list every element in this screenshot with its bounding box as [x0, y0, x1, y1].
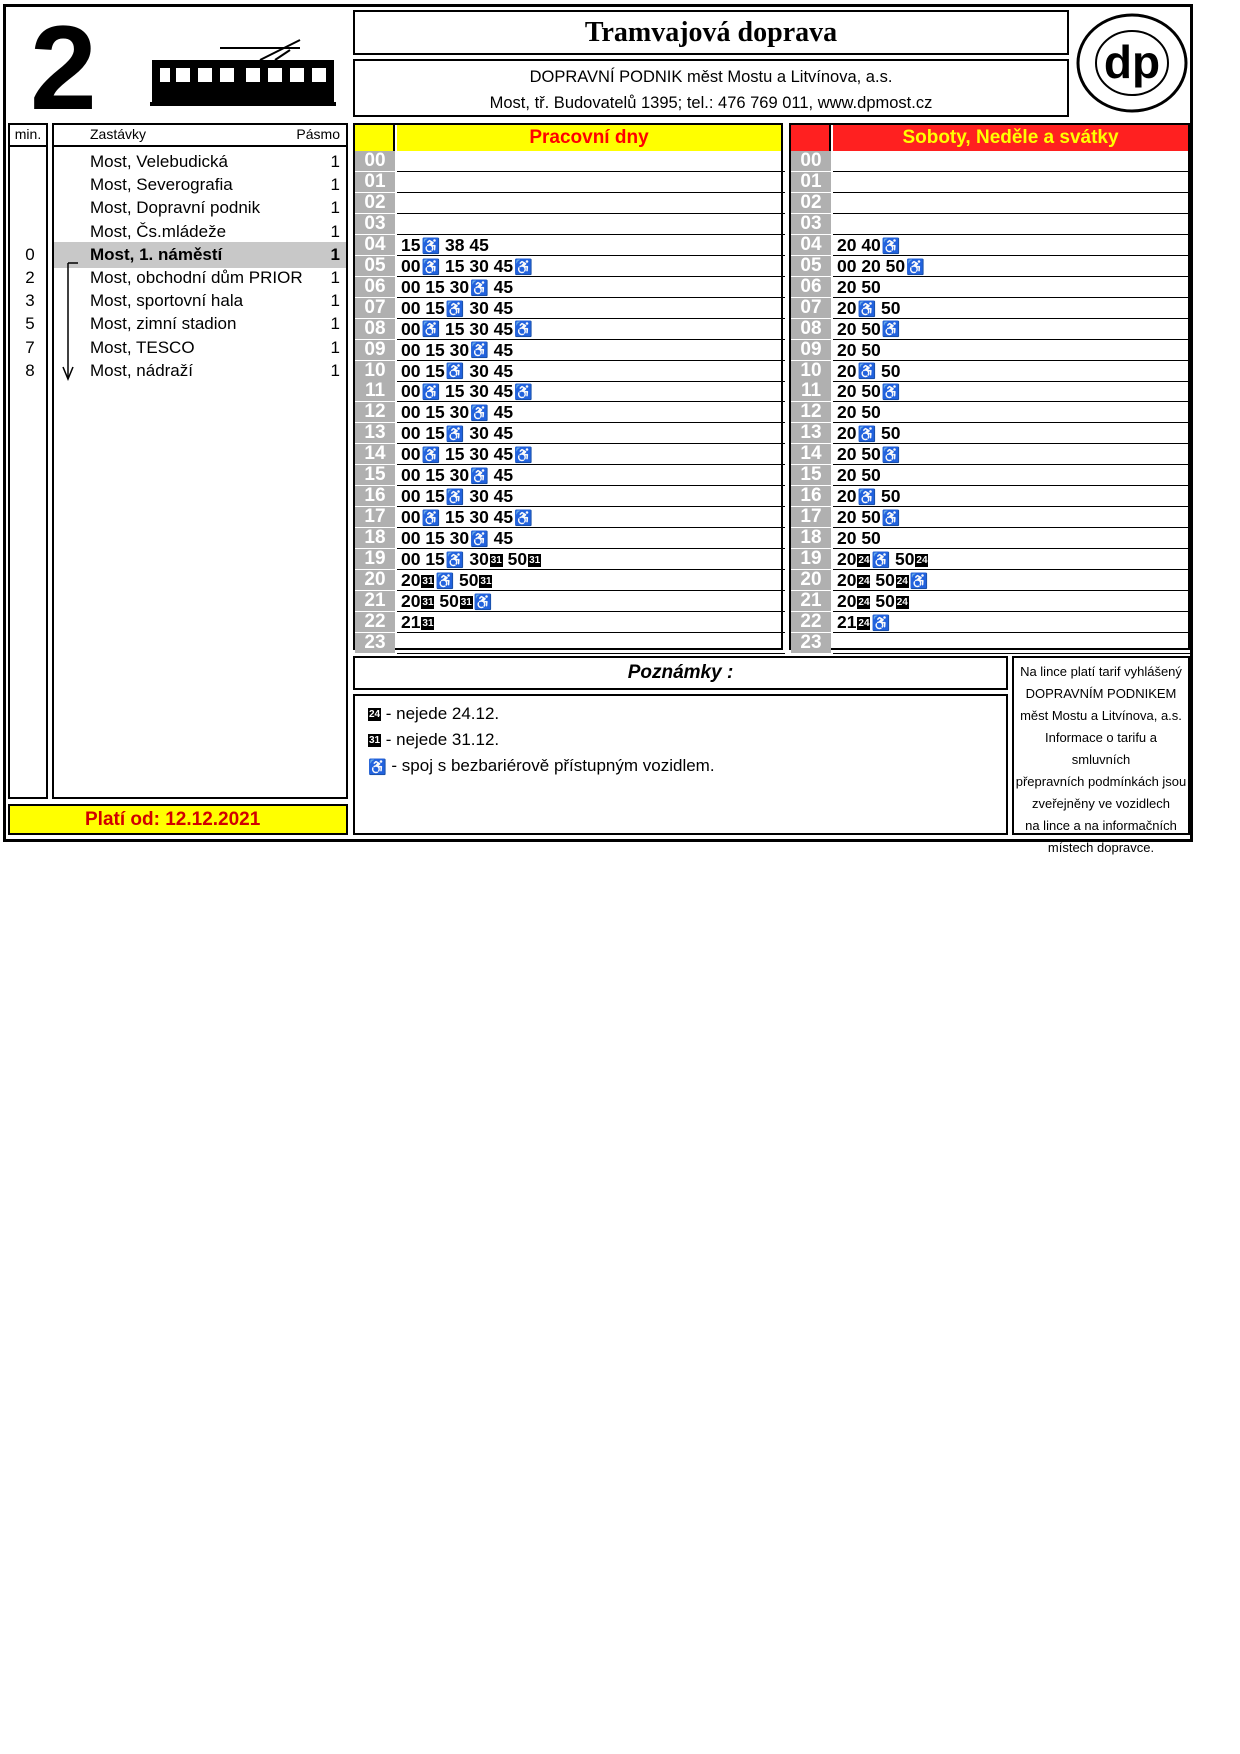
wheelchair-icon: ♿ — [445, 551, 465, 569]
wheelchair-icon: ♿ — [421, 447, 441, 465]
minutes-cell: 20 24 50 24 ♿ — [833, 570, 1192, 591]
wheelchair-icon: ♿ — [881, 237, 901, 255]
stop-minute: 2 — [25, 268, 35, 287]
wheelchair-icon: ♿ — [514, 447, 533, 465]
stops-name-header: Zastávky — [90, 126, 147, 142]
stop-zone: 1 — [330, 314, 340, 334]
logo-text: dp — [1103, 36, 1161, 88]
hour-cell: 16 — [355, 486, 395, 507]
minutes-cell — [397, 633, 785, 654]
wheelchair-icon: ♿ — [473, 593, 493, 611]
minutes-cell: 00♿ 15 30 45♿ — [397, 319, 785, 340]
hour-cell: 13 — [355, 423, 395, 444]
minutes-cell: 20 50 — [833, 277, 1192, 298]
minutes-header: min. — [10, 125, 46, 147]
badge-31-icon: 31 — [422, 617, 434, 629]
minutes-cell: 00 15♿ 30 45 — [397, 423, 785, 444]
hour-cell: 19 — [355, 549, 395, 570]
wheelchair-icon: ♿ — [857, 426, 877, 444]
notes-box — [353, 694, 1008, 835]
hour-cell: 02 — [791, 193, 831, 214]
minutes-cell — [833, 193, 1192, 214]
hour-cell: 00 — [355, 151, 395, 172]
wheelchair-icon: ♿ — [470, 405, 489, 423]
hour-cell: 22 — [791, 612, 831, 633]
hour-cell: 03 — [355, 214, 395, 235]
stop-name: Most, nádraží — [90, 360, 193, 380]
hour-cell: 11 — [355, 381, 395, 402]
minutes-cell: 21 24 ♿ — [833, 612, 1192, 633]
badge-24-icon: 24 — [368, 709, 381, 721]
badge-24-icon: 24 — [916, 554, 928, 566]
wheelchair-icon: ♿ — [445, 489, 465, 507]
hour-cell: 15 — [791, 465, 831, 486]
wheelchair-icon: ♿ — [514, 321, 533, 339]
minutes-cell: 00♿ 15 30 45♿ — [397, 256, 785, 277]
hour-cell: 23 — [791, 633, 831, 654]
minutes-cell: 20 50♿ — [833, 381, 1192, 402]
wheelchair-icon: ♿ — [421, 510, 441, 528]
wheelchair-icon: ♿ — [909, 572, 929, 590]
weekday-header: Pracovní dny — [397, 125, 781, 151]
stop-name: Most, Severografia — [90, 175, 233, 195]
hour-cell: 09 — [355, 340, 395, 361]
minutes-cell: 21 31 — [397, 612, 785, 633]
stop-zone: 1 — [330, 360, 340, 380]
minutes-cell — [833, 633, 1192, 654]
stop-row — [54, 335, 346, 361]
minutes-cell — [397, 193, 785, 214]
hour-cell: 01 — [355, 172, 395, 193]
minutes-cell: 20♿ 50 — [833, 361, 1192, 382]
badge-31-icon: 31 — [529, 554, 541, 566]
wheelchair-icon: ♿ — [435, 572, 455, 590]
wheelchair-icon: ♿ — [514, 510, 533, 528]
wheelchair-icon: ♿ — [470, 468, 489, 486]
wheelchair-icon: ♿ — [421, 237, 441, 255]
minutes-cell: 20 50♿ — [833, 507, 1192, 528]
minutes-cell: 15♿ 38 45 — [397, 235, 785, 256]
stop-minute: 8 — [25, 360, 35, 380]
badge-24-icon: 24 — [896, 575, 908, 587]
minutes-cell: 20 31 ♿ 50 31 — [397, 570, 785, 591]
minutes-cell: 00 20 50♿ — [833, 256, 1192, 277]
hour-cell: 11 — [791, 381, 831, 402]
stops-header — [54, 125, 346, 147]
stop-row — [54, 172, 346, 198]
minutes-cell: 00♿ 15 30 45♿ — [397, 444, 785, 465]
hour-cell: 05 — [355, 256, 395, 277]
stop-row — [54, 265, 346, 291]
hour-cell: 07 — [355, 298, 395, 319]
hour-cell: 06 — [355, 277, 395, 298]
wheelchair-icon: ♿ — [445, 363, 465, 381]
minutes-cell: 20 50 — [833, 465, 1192, 486]
stop-zone: 1 — [330, 221, 340, 241]
valid-from: Platí od: 12.12.2021 — [8, 804, 348, 835]
page-title: Tramvajová doprava — [353, 10, 1069, 55]
direction-arrow-icon — [56, 255, 86, 387]
stop-name: Most, 1. náměstí — [90, 244, 223, 264]
stop-name: Most, Velebudická — [90, 152, 228, 171]
wheelchair-icon: ♿ — [857, 300, 877, 318]
hour-cell: 09 — [791, 340, 831, 361]
hour-cell: 14 — [791, 444, 831, 465]
wheelchair-icon: ♿ — [514, 258, 533, 276]
wheelchair-icon: ♿ — [871, 614, 891, 632]
hour-cell: 14 — [355, 444, 395, 465]
minutes-cell: 00 15♿ 30 45 — [397, 298, 785, 319]
stop-row — [54, 219, 346, 245]
stop-name: Most, obchodní dům PRIOR — [90, 268, 303, 287]
company-address: Most, tř. Budovatelů 1395; tel.: 476 769 011, www.dpmost.cz — [489, 94, 933, 112]
badge-24-icon: 24 — [858, 575, 870, 587]
hour-cell: 02 — [355, 193, 395, 214]
stops-zone-header: Pásmo — [296, 126, 340, 142]
hour-cell: 10 — [355, 361, 395, 382]
wheelchair-icon: ♿ — [445, 300, 465, 318]
minutes-cell — [397, 151, 785, 172]
hour-cell: 17 — [355, 507, 395, 528]
badge-31-icon: 31 — [422, 575, 434, 587]
company-logo — [1075, 12, 1189, 114]
stop-zone: 1 — [330, 291, 340, 311]
hour-cell: 20 — [791, 570, 831, 591]
minutes-cell: 20 24 50 24 — [833, 591, 1192, 612]
hour-cell: 20 — [355, 570, 395, 591]
minutes-cell: 00♿ 15 30 45♿ — [397, 507, 785, 528]
hour-cell: 18 — [355, 528, 395, 549]
badge-31-icon: 31 — [460, 596, 472, 608]
hour-cell: 08 — [791, 319, 831, 340]
wheelchair-icon: ♿ — [421, 384, 441, 402]
wheelchair-icon: ♿ — [871, 551, 891, 569]
minutes-cell: 20 50 — [833, 340, 1192, 361]
hour-cell: 16 — [791, 486, 831, 507]
stop-zone: 1 — [330, 175, 340, 195]
weekend-table — [789, 123, 1190, 653]
hour-cell: 15 — [355, 465, 395, 486]
line-number: 2 — [30, 1, 93, 135]
minutes-cell: 20 50♿ — [833, 319, 1192, 340]
minutes-cell: 00 15 30♿ 45 — [397, 465, 785, 486]
badge-24-icon: 24 — [858, 617, 870, 629]
stop-name: Most, TESCO — [90, 337, 195, 357]
badge-31-icon: 31 — [490, 554, 502, 566]
wheelchair-icon: ♿ — [445, 426, 465, 444]
hour-cell: 13 — [791, 423, 831, 444]
note-24: 24 - nejede 24.12. — [368, 704, 500, 723]
minutes-cell: 00 15♿ 30 45 — [397, 361, 785, 382]
minutes-cell: 00 15 30♿ 45 — [397, 402, 785, 423]
stop-minute: 7 — [25, 337, 35, 357]
badge-31-icon: 31 — [422, 596, 434, 608]
wheelchair-icon: ♿ — [421, 258, 441, 276]
badge-31-icon: 31 — [480, 575, 492, 587]
stop-zone: 1 — [330, 268, 340, 287]
hour-cell: 08 — [355, 319, 395, 340]
tram-icon — [150, 30, 336, 108]
hour-cell: 21 — [355, 591, 395, 612]
note-wheelchair: ♿ - spoj s bezbariérově přístupným vozidlem. — [368, 756, 715, 776]
stop-zone: 1 — [330, 337, 340, 357]
hour-cell: 22 — [355, 612, 395, 633]
stop-row — [54, 149, 346, 175]
wheelchair-icon: ♿ — [906, 258, 925, 276]
stops-panel — [52, 123, 348, 799]
badge-31-icon: 31 — [368, 735, 381, 747]
badge-24-icon: 24 — [858, 554, 870, 566]
minutes-cell — [397, 214, 785, 235]
stop-minute: 3 — [25, 291, 35, 311]
stop-minute: 0 — [25, 244, 35, 264]
minutes-cell: 20 40♿ — [833, 235, 1192, 256]
stop-minute: 5 — [25, 314, 35, 334]
minutes-cell: 20♿ 50 — [833, 486, 1192, 507]
minutes-cell — [833, 151, 1192, 172]
weekday-table — [353, 123, 783, 653]
minutes-column — [8, 123, 48, 799]
hour-cell: 05 — [791, 256, 831, 277]
wheelchair-icon: ♿ — [881, 321, 901, 339]
minutes-cell: 20 50 — [833, 402, 1192, 423]
minutes-cell: 00♿ 15 30 45♿ — [397, 381, 785, 402]
minutes-cell: 20 24 ♿ 50 24 — [833, 549, 1192, 570]
minutes-cell: 20 31 50 31 ♿ — [397, 591, 785, 612]
wheelchair-icon: ♿ — [368, 758, 387, 776]
minutes-cell: 00 15 30♿ 45 — [397, 340, 785, 361]
wheelchair-icon: ♿ — [421, 321, 441, 339]
hour-cell: 04 — [791, 235, 831, 256]
company-name: DOPRAVNÍ PODNIK měst Mostu a Litvínova, a.s. — [529, 68, 893, 86]
wheelchair-icon: ♿ — [881, 447, 901, 465]
minutes-cell: 20 50 — [833, 528, 1192, 549]
hour-cell: 07 — [791, 298, 831, 319]
minutes-cell — [833, 172, 1192, 193]
hour-cell: 00 — [791, 151, 831, 172]
wheelchair-icon: ♿ — [470, 342, 489, 360]
minutes-cell: 00 15♿ 30 45 — [397, 486, 785, 507]
notes-title: Poznámky : — [353, 656, 1008, 690]
hour-cell: 03 — [791, 214, 831, 235]
stop-name: Most, zimní stadion — [90, 314, 237, 334]
minutes-cell — [833, 214, 1192, 235]
hour-cell: 06 — [791, 277, 831, 298]
hour-cell: 21 — [791, 591, 831, 612]
wheelchair-icon: ♿ — [470, 530, 489, 548]
hour-cell: 17 — [791, 507, 831, 528]
hour-cell: 18 — [791, 528, 831, 549]
weekend-header: Soboty, Neděle a svátky — [833, 125, 1188, 151]
hour-cell: 12 — [791, 402, 831, 423]
hour-cell: 01 — [791, 172, 831, 193]
wheelchair-icon: ♿ — [514, 384, 533, 402]
minutes-cell: 20♿ 50 — [833, 298, 1192, 319]
minutes-cell: 00 15 30♿ 45 — [397, 528, 785, 549]
wheelchair-icon: ♿ — [881, 510, 901, 528]
hour-cell: 12 — [355, 402, 395, 423]
stop-name: Most, Dopravní podnik — [90, 198, 261, 218]
stop-name: Most, Čs.mládeže — [90, 221, 227, 241]
hour-cell: 19 — [791, 549, 831, 570]
wheelchair-icon: ♿ — [470, 279, 489, 297]
wheelchair-icon: ♿ — [881, 384, 901, 402]
stop-zone: 1 — [330, 152, 340, 171]
minutes-cell: 00 15♿ 30 31 50 31 — [397, 549, 785, 570]
company-info — [353, 59, 1069, 117]
wheelchair-icon: ♿ — [857, 489, 877, 507]
tariff-info: Na lince platí tarif vyhlášený DOPRAVNÍM PODNIKEM měst Mostu a Litvínova, a.s. Informace o tarifu a smluvních přepravních podmínkách jsou zveřejněny ve vozidlech na lince a na informačních místech dopravce. — [1012, 656, 1190, 835]
hour-cell: 10 — [791, 361, 831, 382]
hour-cell: 23 — [355, 633, 395, 654]
wheelchair-icon: ♿ — [857, 363, 877, 381]
stop-row — [54, 311, 346, 337]
note-31: 31 - nejede 31.12. — [368, 730, 500, 749]
hour-cell: 04 — [355, 235, 395, 256]
stop-row — [54, 358, 346, 384]
minutes-cell — [397, 172, 785, 193]
minutes-cell: 20 50♿ — [833, 444, 1192, 465]
stop-zone: 1 — [330, 244, 340, 264]
stop-name: Most, sportovní hala — [90, 291, 244, 311]
stop-zone: 1 — [330, 198, 340, 218]
stop-row — [54, 242, 346, 268]
stop-row — [54, 195, 346, 221]
minutes-cell: 00 15 30♿ 45 — [397, 277, 785, 298]
minutes-cell: 20♿ 50 — [833, 423, 1192, 444]
stop-row — [54, 288, 346, 314]
badge-24-icon: 24 — [858, 596, 870, 608]
badge-24-icon: 24 — [896, 596, 908, 608]
